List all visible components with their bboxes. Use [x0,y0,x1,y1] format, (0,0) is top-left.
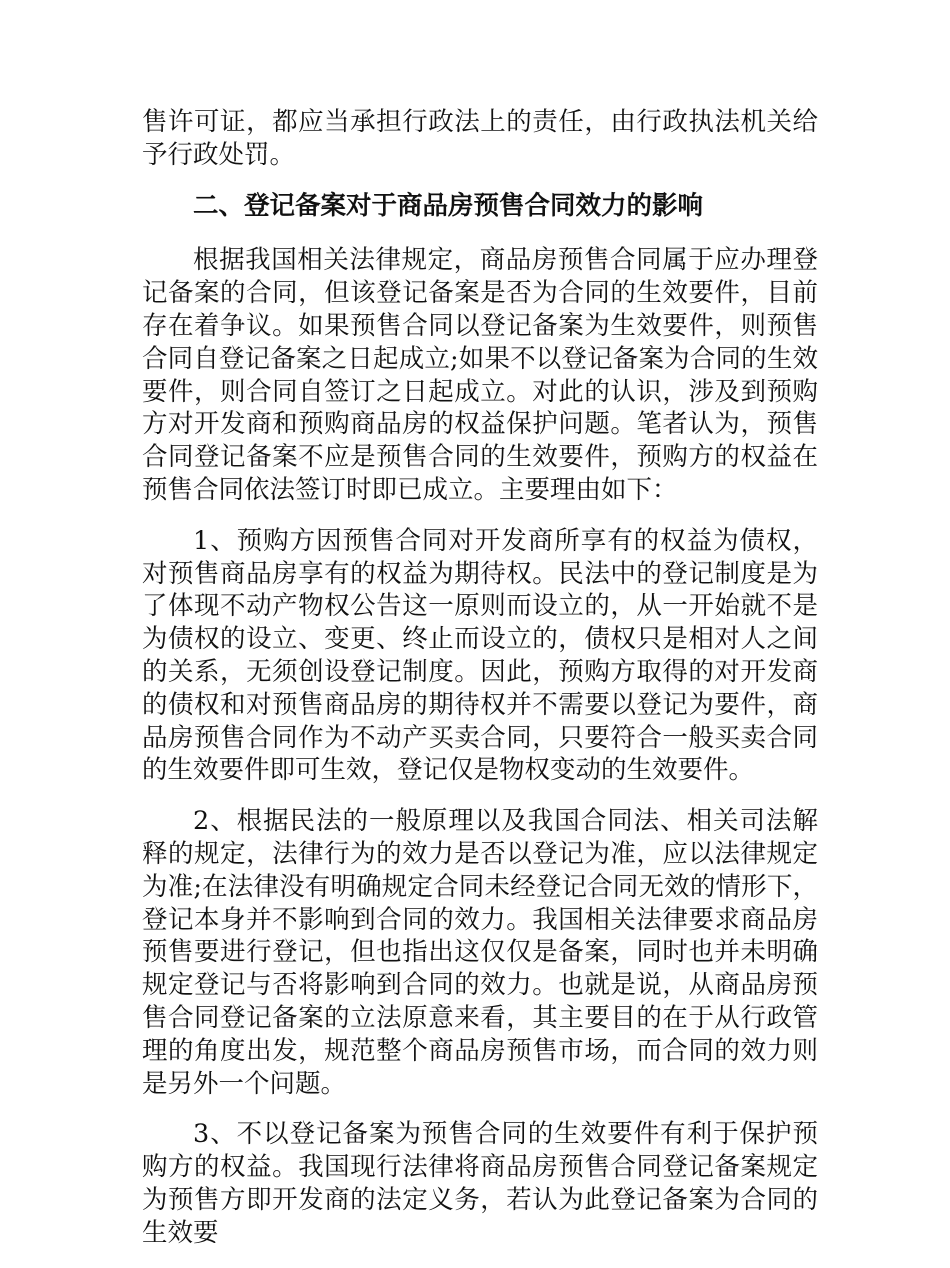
body-paragraph-reason-3: 3、不以登记备案为预售合同的生效要件有利于保护预购方的权益。我国现行法律将商品房预售合同登记备案规定为预售方即开发商的法定义务，若认为此登记备案为合同的生效要 [142,1119,818,1248]
body-paragraph-reason-2: 2、根据民法的一般原理以及我国合同法、相关司法解释的规定，法律行为的效力是否以登记为准，应以法律规定为准;在法律没有明确规定合同未经登记合同无效的情形下，登记本身并不影响到合同的效力。我国相关法律要求商品房预售要进行登记，但也指出这仅仅是备案，同时也并未明确规定登记与否将影响到合同的效力。也就是说，从商品房预售合同登记备案的立法原意来看，其主要目的在于从行政管理的角度出发，规范整个商品房预售市场，而合同的效力则是另外一个问题。 [142,806,818,1099]
section-heading: 二、登记备案对于商品房预售合同效力的影响 [193,190,704,221]
body-paragraph-intro: 根据我国相关法律规定，商品房预售合同属于应办理登记备案的合同，但该登记备案是否为合同的生效要件，目前存在着争议。如果预售合同以登记备案为生效要件，则预售合同自登记备案之日起成立;如果不以登记备案为合同的生效要件，则合同自签订之日起成立。对此的认识，涉及到预购方对开发商和预购商品房的权益保护问题。笔者认为，预售合同登记备案不应是预售合同的生效要件，预购方的权益在预售合同依法签订时即已成立。主要理由如下： [142,245,818,505]
body-paragraph-reason-1: 1、预购方因预售合同对开发商所享有的权益为债权，对预售商品房享有的权益为期待权。民法中的登记制度是为了体现不动产物权公告这一原则而设立的，从一开始就不是为债权的设立、变更、终止而设立的，债权只是相对人之间的关系，无须创设登记制度。因此，预购方取得的对开发商的债权和对预售商品房的期待权并不需要以登记为要件，商品房预售合同作为不动产买卖合同，只要符合一般买卖合同的生效要件即可生效，登记仅是物权变动的生效要件。 [142,525,818,786]
document-body [142,106,818,1268]
continuation-paragraph: 售许可证，都应当承担行政法上的责任，由行政执法机关给予行政处罚。 [142,107,818,170]
